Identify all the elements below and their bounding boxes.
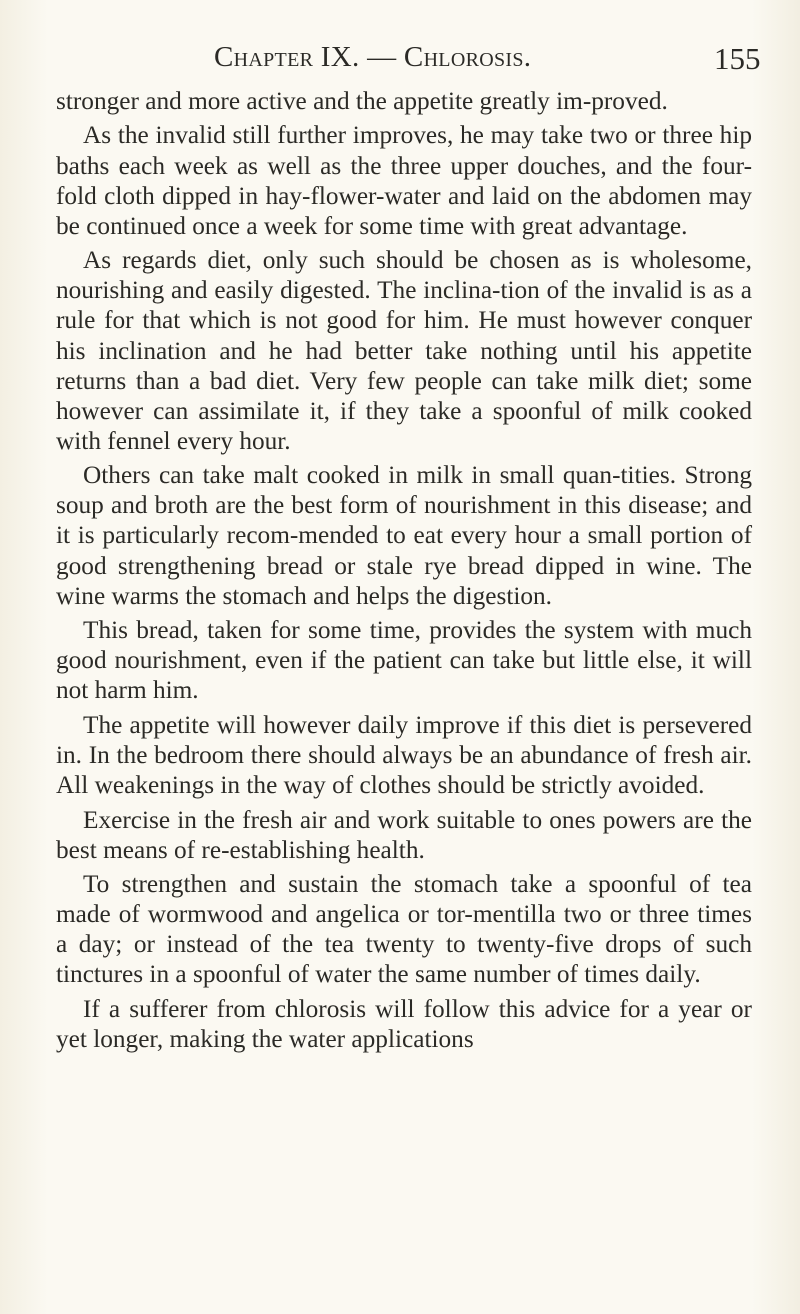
- running-head: [0, 41, 800, 81]
- paragraph: The appetite will however daily improve if this diet is persevered in. In the bedroom there should always be an abundance of fresh air. All weakenings in the way of clothes should be strictly avoided.: [56, 710, 752, 800]
- paragraph: As regards diet, only such should be chosen as is wholesome, nourishing and easily digested. The inclina-tion of the invalid is as a rule for that which is not good for him. He must however conquer his inclination and he had better take nothing until his appetite returns than a bad diet. Very few people can take milk diet; some however can assimilate it, if they take a spoonful of milk cooked with fennel every hour.: [56, 246, 752, 455]
- paragraph: As the invalid still further improves, he may take two or three hip baths each week as well as the three upper douches, and the four-fold cloth dipped in hay-flower-water and laid on the abdomen may be continued once a week for some time with great advantage.: [56, 121, 752, 240]
- paragraph: stronger and more active and the appetite greatly im-proved.: [56, 87, 668, 115]
- paragraph: Exercise in the fresh air and work suitable to ones powers are the best means of re-establishing health.: [56, 805, 752, 864]
- paragraph: If a sufferer from chlorosis will follow this advice for a year or yet longer, making the water applications: [56, 994, 752, 1053]
- running-title: Chapter IX. — Chlorosis.: [214, 41, 532, 73]
- paragraph: This bread, taken for some time, provides the system with much good nourishment, even if the patient can take but little else, it will not harm him.: [56, 616, 752, 705]
- paragraph: To strengthen and sustain the stomach take a spoonful of tea made of wormwood and angelica or tor-mentilla two or three times a day; or instead of the tea twenty to twenty-five drops of such tinctures in a spoonful of water the same number of times daily.: [56, 870, 752, 989]
- paragraph: Others can take malt cooked in milk in small quan-tities. Strong soup and broth are the best form of nourishment in this disease; and it is particularly recom-mended to eat every hour a small portion of good strengthening bread or stale rye bread dipped in wine. The wine warms the stomach and helps the digestion.: [56, 461, 752, 610]
- page-number: 155: [714, 41, 761, 76]
- body-text: [56, 86, 752, 1058]
